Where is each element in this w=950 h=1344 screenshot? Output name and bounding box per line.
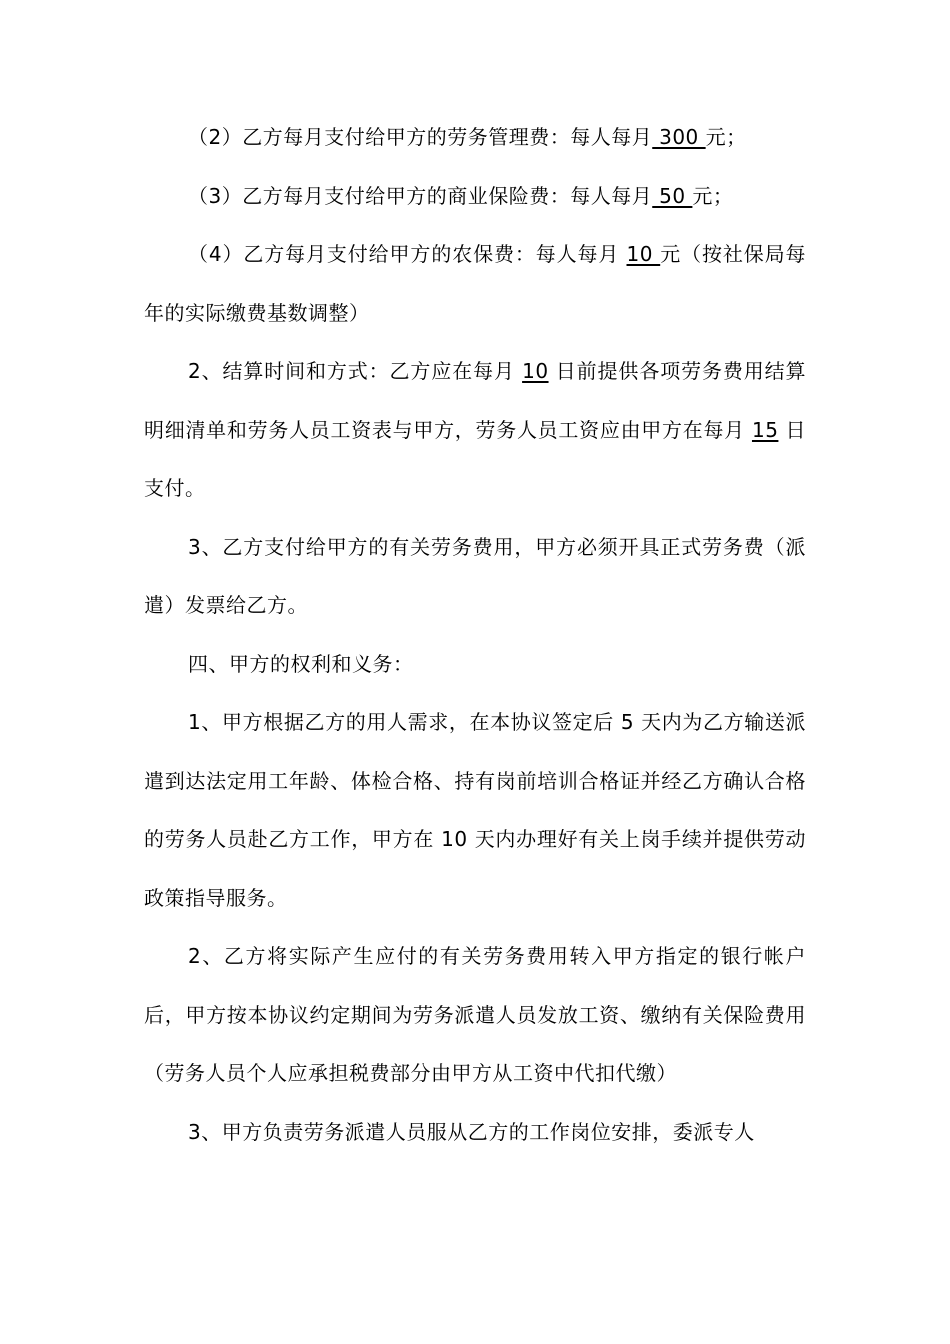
paragraph-fee-agricultural-insurance: （4）乙方每月支付给甲方的农保费：每人每月 10 元（按社保局每年的实际缴费基数调整）	[144, 242, 806, 325]
paragraph-settlement: 2、结算时间和方式：乙方应在每月 10 日前提供各项劳务费用结算明细清单和劳务人员工资表与甲方，劳务人员工资应由甲方在每月 15 日支付。	[144, 359, 806, 500]
paragraph-duty-dispatch: 1、甲方根据乙方的用人需求，在本协议签定后 5 天内为乙方输送派遣到达法定用工年龄、体检合格、持有岗前培训合格证并经乙方确认合格的劳务人员赴乙方工作，甲方在 10 天内办理好有关上岗手续并提供劳动政策指导服务。	[144, 710, 806, 910]
document-body	[144, 108, 806, 1161]
amount-management-fee: 300	[652, 125, 706, 149]
amount-agricultural-insurance-fee: 10	[626, 242, 661, 266]
paragraph-fee-management: （2）乙方每月支付给甲方的劳务管理费：每人每月 300 元；	[188, 125, 747, 149]
section-heading-party-a-rights: 四、甲方的权利和义务：	[188, 651, 414, 676]
paragraph-duty-payment: 2、乙方将实际产生应付的有关劳务费用转入甲方指定的银行帐户后，甲方按本协议约定期间为劳务派遣人员发放工资、缴纳有关保险费用（劳务人员个人应承担税费部分由甲方从工资中代扣代缴）	[144, 944, 806, 1085]
paragraph-fee-insurance: （3）乙方每月支付给甲方的商业保险费：每人每月 50 元；	[188, 183, 734, 208]
paragraph-duty-assignment: 3、甲方负责劳务派遣人员服从乙方的工作岗位安排，委派专人	[188, 1119, 755, 1144]
amount-insurance-fee: 50	[652, 183, 693, 208]
paragraph-invoice: 3、乙方支付给甲方的有关劳务费用，甲方必须开具正式劳务费（派遣）发票给乙方。	[144, 534, 806, 617]
payment-day: 15	[751, 417, 779, 442]
settlement-day: 10	[522, 359, 549, 383]
